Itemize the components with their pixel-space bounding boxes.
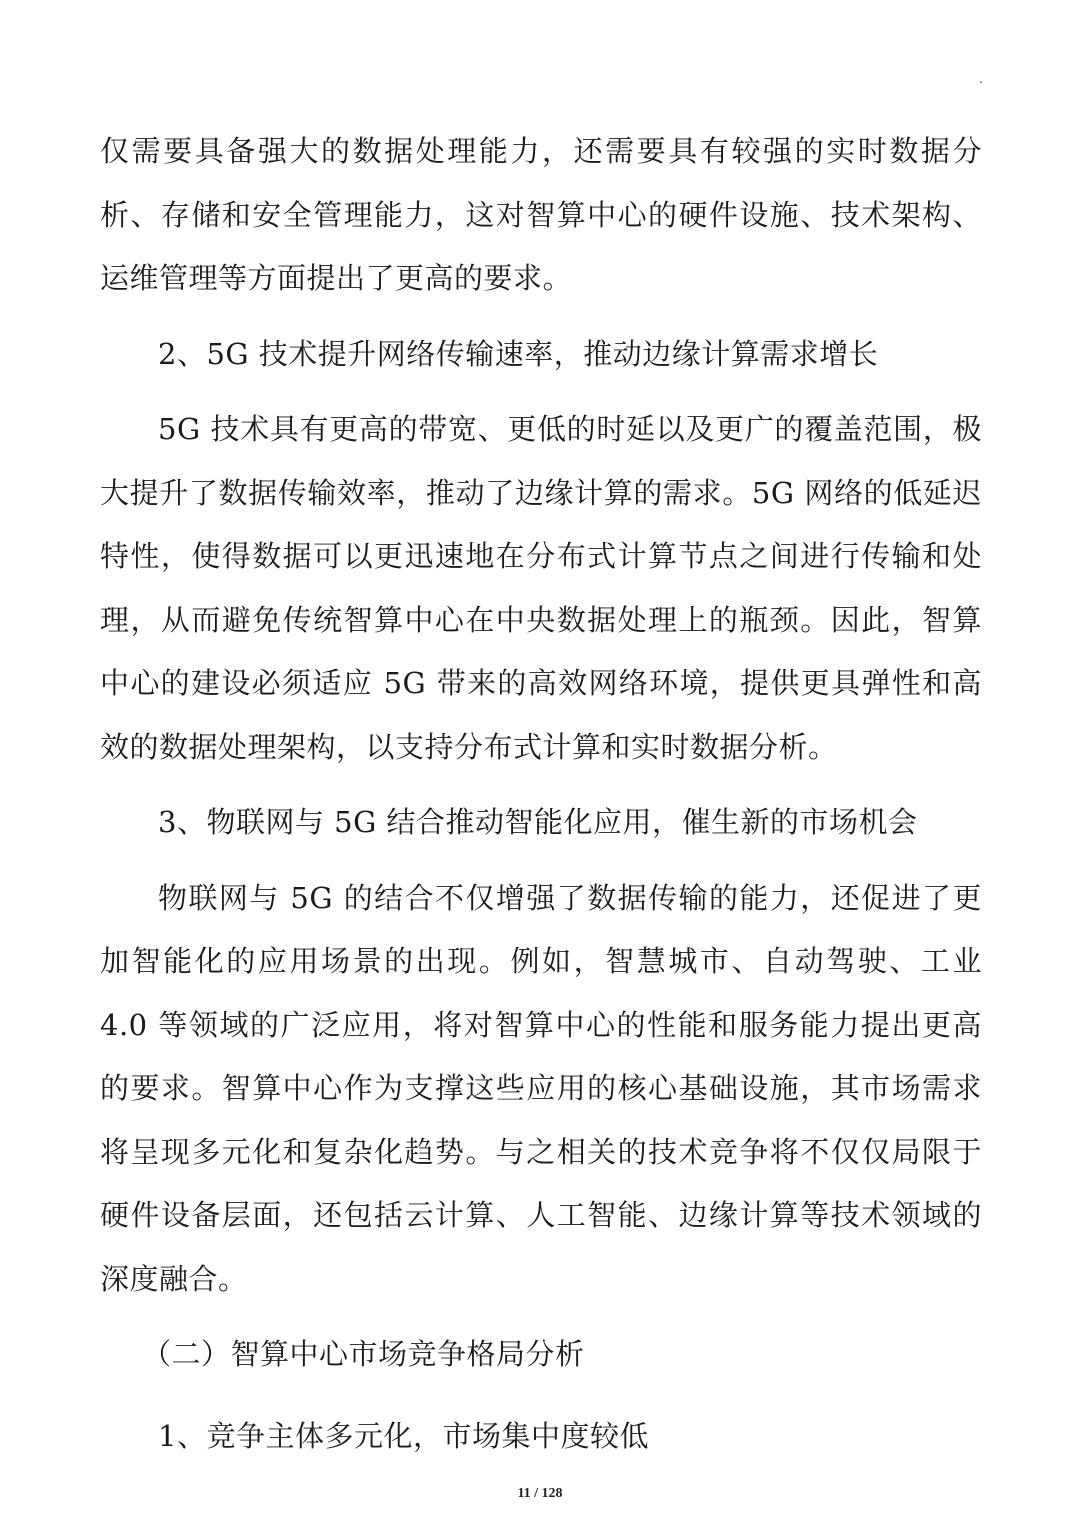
section-heading-5g: 2、5G 技术提升网络传输速率，推动边缘计算需求增长 — [158, 336, 879, 371]
page-content — [100, 120, 982, 1474]
page-number: 11 / 128 — [517, 1486, 563, 1501]
paragraph-iot: 物联网与 5G 的结合不仅增强了数据传输的能力，还促进了更加智能化的应用场景的出现。例如，智慧城市、自动驾驶、工业 4.0 等领域的广泛应用，将对智算中心的性能和服务能力提出更高的要求。智算中心作为支撑这些应用的核心基础设施，其市场需求将呈现多元化和复杂化趋势。与之相关的技术竞争将不仅仅局限于硬件设备层面，还包括云计算、人工智能、边缘计算等技术领域的深度融合。 — [100, 880, 982, 1296]
section-heading-diversified: 1、竞争主体多元化，市场集中度较低 — [158, 1418, 649, 1453]
section-heading-competition: （二）智算中心市场竞争格局分析 — [142, 1337, 585, 1371]
paragraph-continuation: 仅需要具备强大的数据处理能力，还需要具有较强的实时数据分析、存储和安全管理能力，这对智算中心的硬件设施、技术架构、运维管理等方面提出了更高的要求。 — [100, 134, 982, 295]
paragraph-5g: 5G 技术具有更高的带宽、更低的时延以及更广的覆盖范围，极大提升了数据传输效率，推动了边缘计算的需求。5G 网络的低延迟特性，使得数据可以更迅速地在分布式计算节点之间进行传输和处理，从而避免传统智算中心在中央数据处理上的瓶颈。因此，智算中心的建设必须适应 5G 带来的高效网络环境，提供更具弹性和高效的数据处理架构，以支持分布式计算和实时数据分析。 — [100, 412, 982, 764]
section-heading-iot: 3、物联网与 5G 结合推动智能化应用，催生新的市场机会 — [158, 805, 918, 839]
corner-mark: . — [979, 72, 983, 86]
